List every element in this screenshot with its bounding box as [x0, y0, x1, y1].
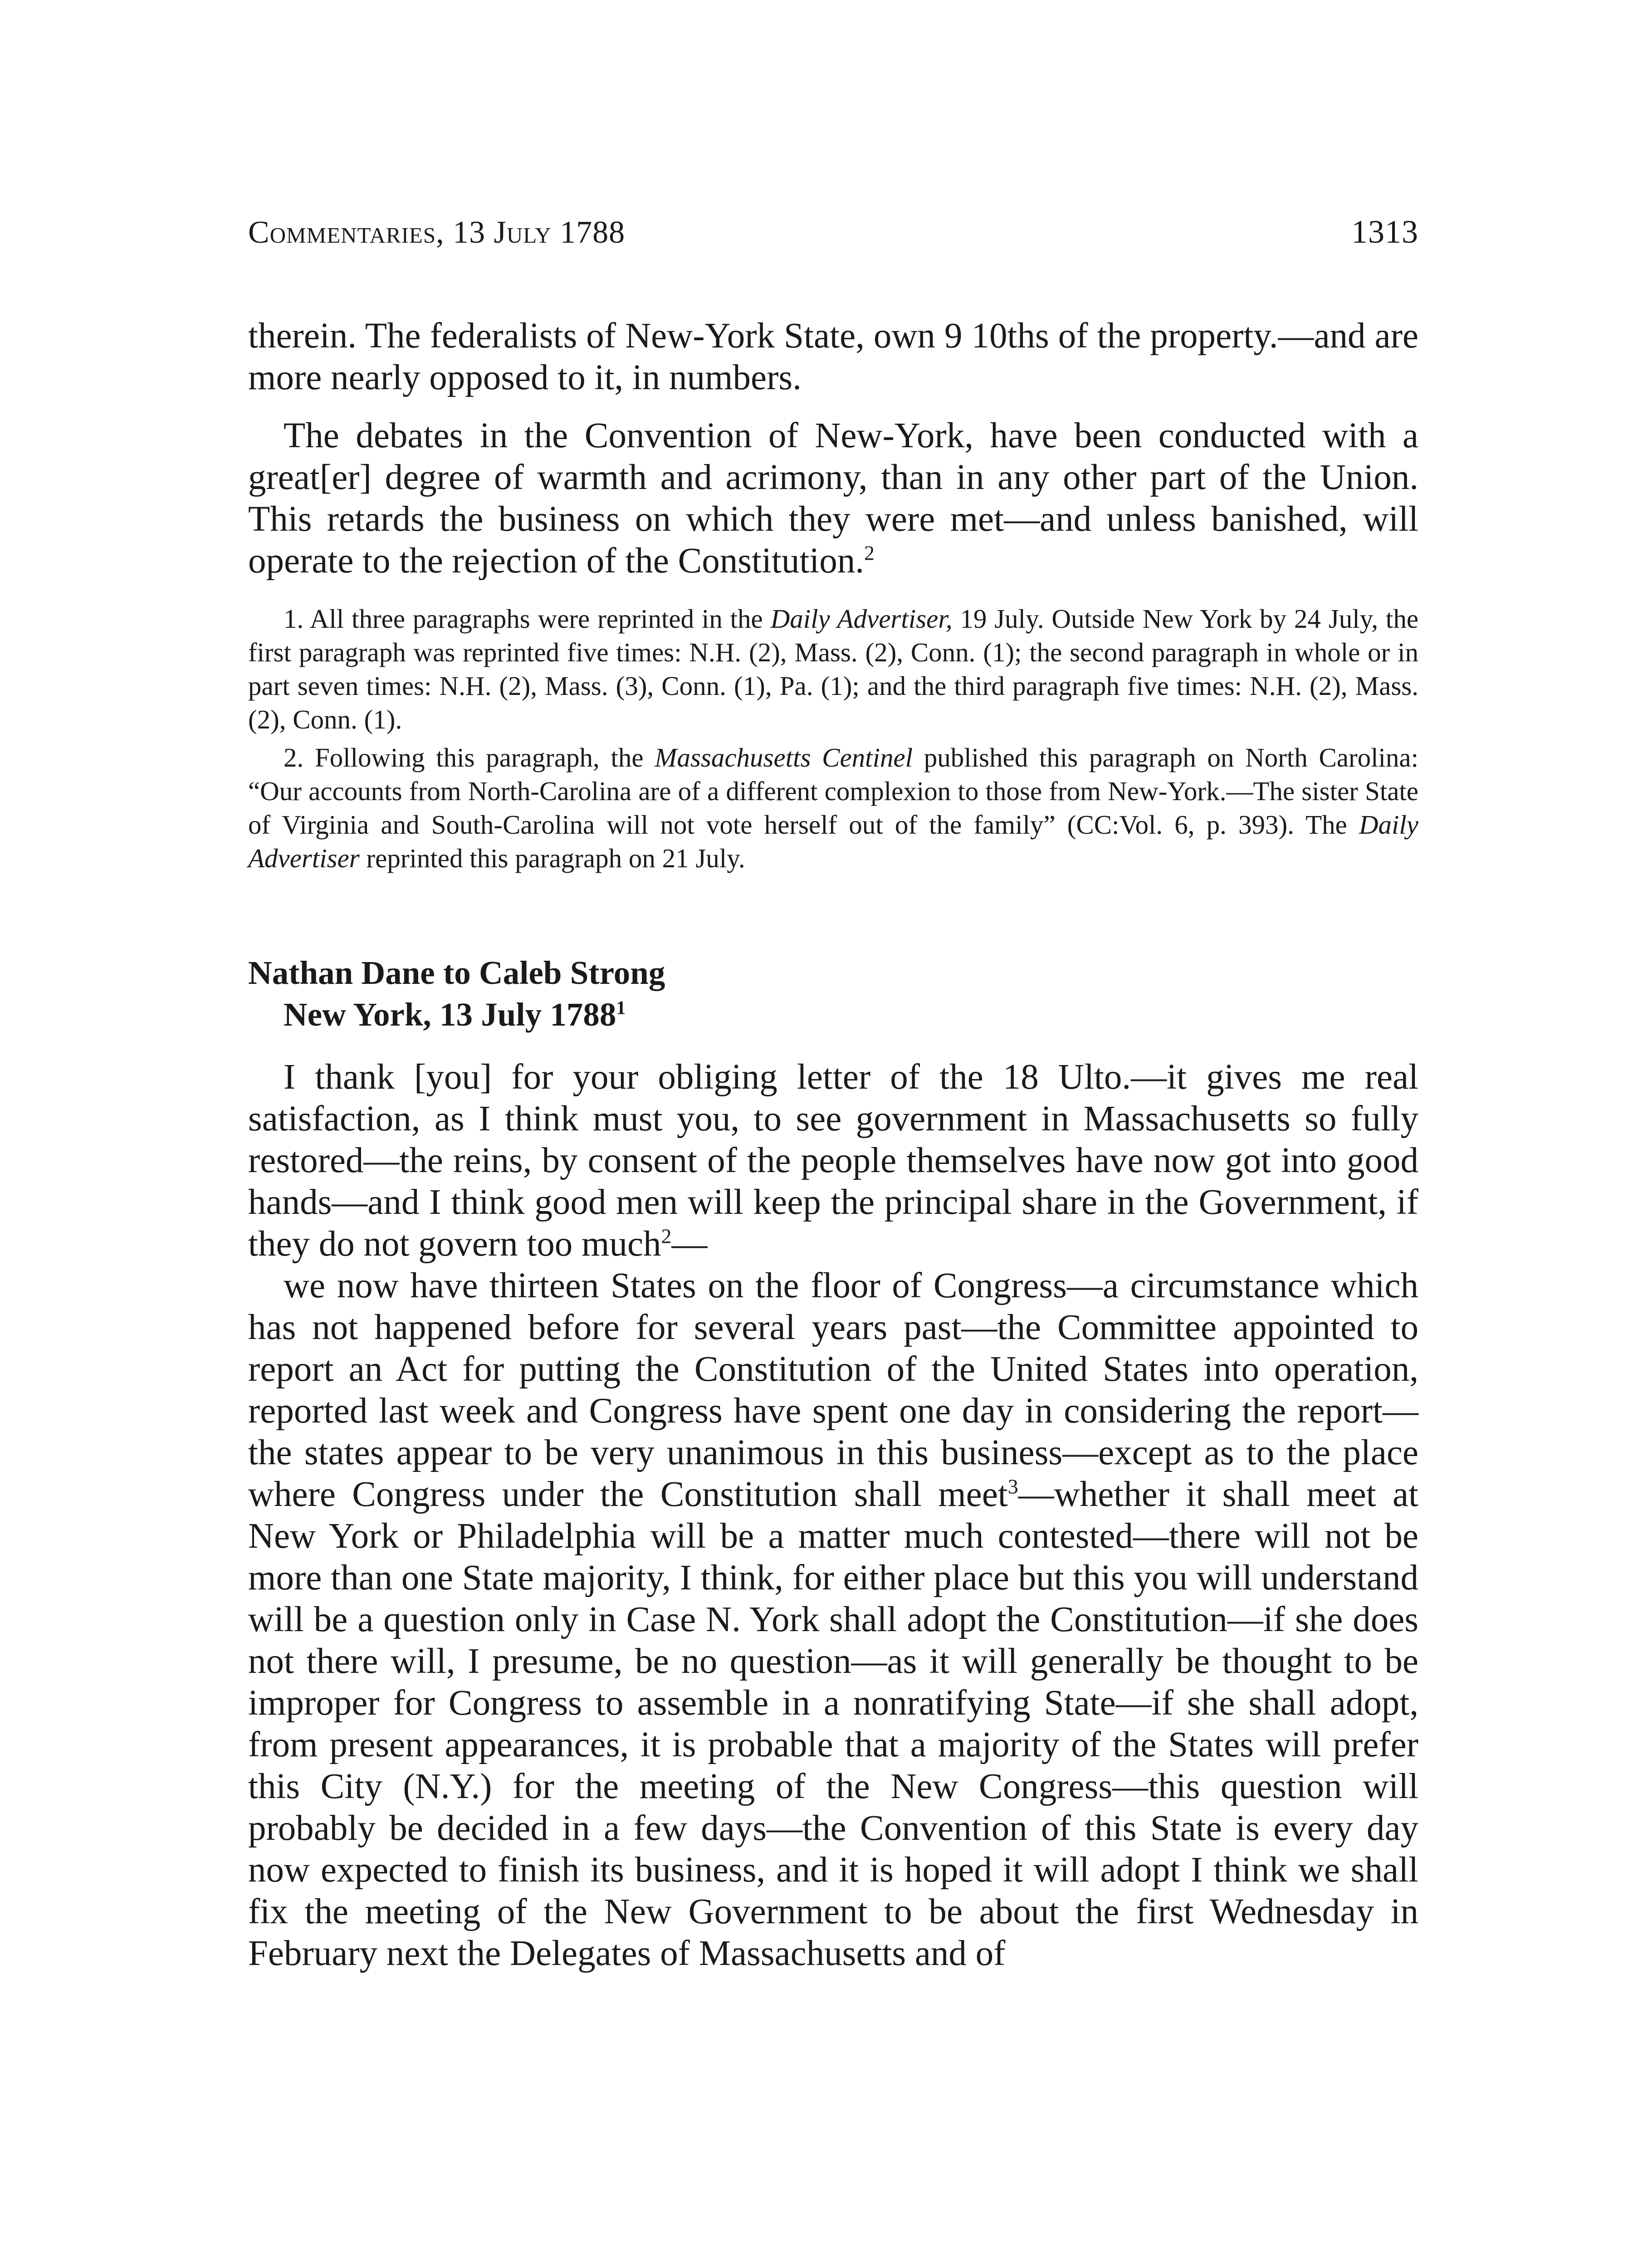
- footnote-1-text-a: All three paragraphs were reprinted in the: [309, 604, 763, 634]
- letter-paragraph-1-text: I thank [you] for your obliging letter of the 18 Ulto.—it gives me real satisfaction, as I think must you, to see government in Massachusetts so fully restored—the reins, by consent of the people themselves have now got into good hands—and I think good men will keep the principal share in the Government, if they do not govern too much: [248, 1057, 1418, 1264]
- letter-heading-title: Nathan Dane to Caleb Strong: [248, 954, 665, 991]
- footnote-1: [248, 602, 1418, 736]
- letter-paragraph-2: [248, 1265, 1418, 1975]
- letter-note-ref-3: 3: [1007, 1475, 1018, 1498]
- running-head-title: Commentaries, 13 July 1788: [248, 215, 626, 250]
- footnote-2-number: 2.: [284, 743, 304, 772]
- letter-paragraph-2-text-b: —whether it shall meet at New York or Philadelphia will be a matter much contested—there will not be more than one State majority, I think, for either place but this you will understand will be a question only in Case N. York shall adopt the Constitution—if she does not there will, I presume, be no question—as it will generally be thought to be improper for Congress to assemble in a nonratifying State—if she shall adopt, from present appearances, it is probable that a majority of the States will prefer this City (N.Y.) for the meeting of the New Congress—this question will probably be decided in a few days—the Convention of this State is every day now expected to finish its business, and it is hoped it will adopt I think we shall fix the meeting of the New Government to be about the first Wednesday in February next the Delegates of Massachusetts and of: [248, 1475, 1419, 1973]
- footnote-2-text-c: reprinted this paragraph on 21 July.: [366, 843, 745, 873]
- letter-paragraph-1-dash: —: [671, 1224, 708, 1264]
- letter-heading-dateline: [248, 994, 1418, 1036]
- footnote-2-text-b: published this paragraph on North Carolina: “Our accounts from North-Carolina are of a different complexion to those from New-York.—The sister State of Virginia and South-Carolina will not vote herself out of the family” (CC:Vol. 6, p. 393). The: [248, 743, 1419, 840]
- document-page: [248, 215, 1418, 1975]
- footnote-2: [248, 741, 1418, 875]
- debates-paragraph-text: The debates in the Convention of New-York, have been conducted with a great[er] degree of warmth and acrimony, than in any other part of the Union. This retards the business on which they were met—and unless banished, will operate to the rejection of the Constitution.: [248, 416, 1418, 581]
- page-number: 1313: [1351, 214, 1418, 250]
- heading-note-ref: 1: [616, 997, 626, 1019]
- letter-paragraph-2-text-a: we now have thirteen States on the floor of Congress—a circumstance which has not happened before for several years past—the Committee appointed to report an Act for putting the Constitution of the United States into operation, reported last week and Congress have spent one day in considering the report—the states appear to be very unanimous in this business—except as to the place where Congress under the Constitution shall meet: [248, 1266, 1418, 1514]
- footnote-1-title: Daily Advertiser,: [770, 604, 953, 634]
- footnote-2-title-a: Massachusetts Centinel: [655, 743, 913, 772]
- footnote-1-text-b: 19 July. Outside New York by 24 July, the first paragraph was reprinted five times: N.H. (2), Mass. (2), Conn. (1); the second paragraph in whole or in part seven times: N.H. (2), Mass. (3), Conn. (1), Pa. (1); and the third paragraph five times: N.H. (2), Mass. (2), Conn. (1).: [248, 604, 1419, 734]
- footnote-2-title-b: Daily Advertiser: [248, 810, 1418, 873]
- letter-heading: [248, 952, 1418, 1036]
- footnote-1-number: 1.: [284, 604, 304, 634]
- footnote-ref-2: 2: [864, 541, 875, 565]
- carryover-paragraph: therein. The federalists of New-York State, own 9 10ths of the property.—and are more nearly opposed to it, in numbers.: [248, 316, 1418, 397]
- debates-paragraph: [248, 415, 1418, 582]
- footnote-2-text-a: Following this paragraph, the: [314, 743, 644, 772]
- letter-heading-place-date: New York, 13 July 1788: [284, 996, 616, 1033]
- running-head: [248, 215, 1418, 256]
- letter-paragraph-1: [248, 1056, 1418, 1265]
- footnotes: [248, 602, 1418, 875]
- letter-note-ref-2: 2: [661, 1224, 672, 1248]
